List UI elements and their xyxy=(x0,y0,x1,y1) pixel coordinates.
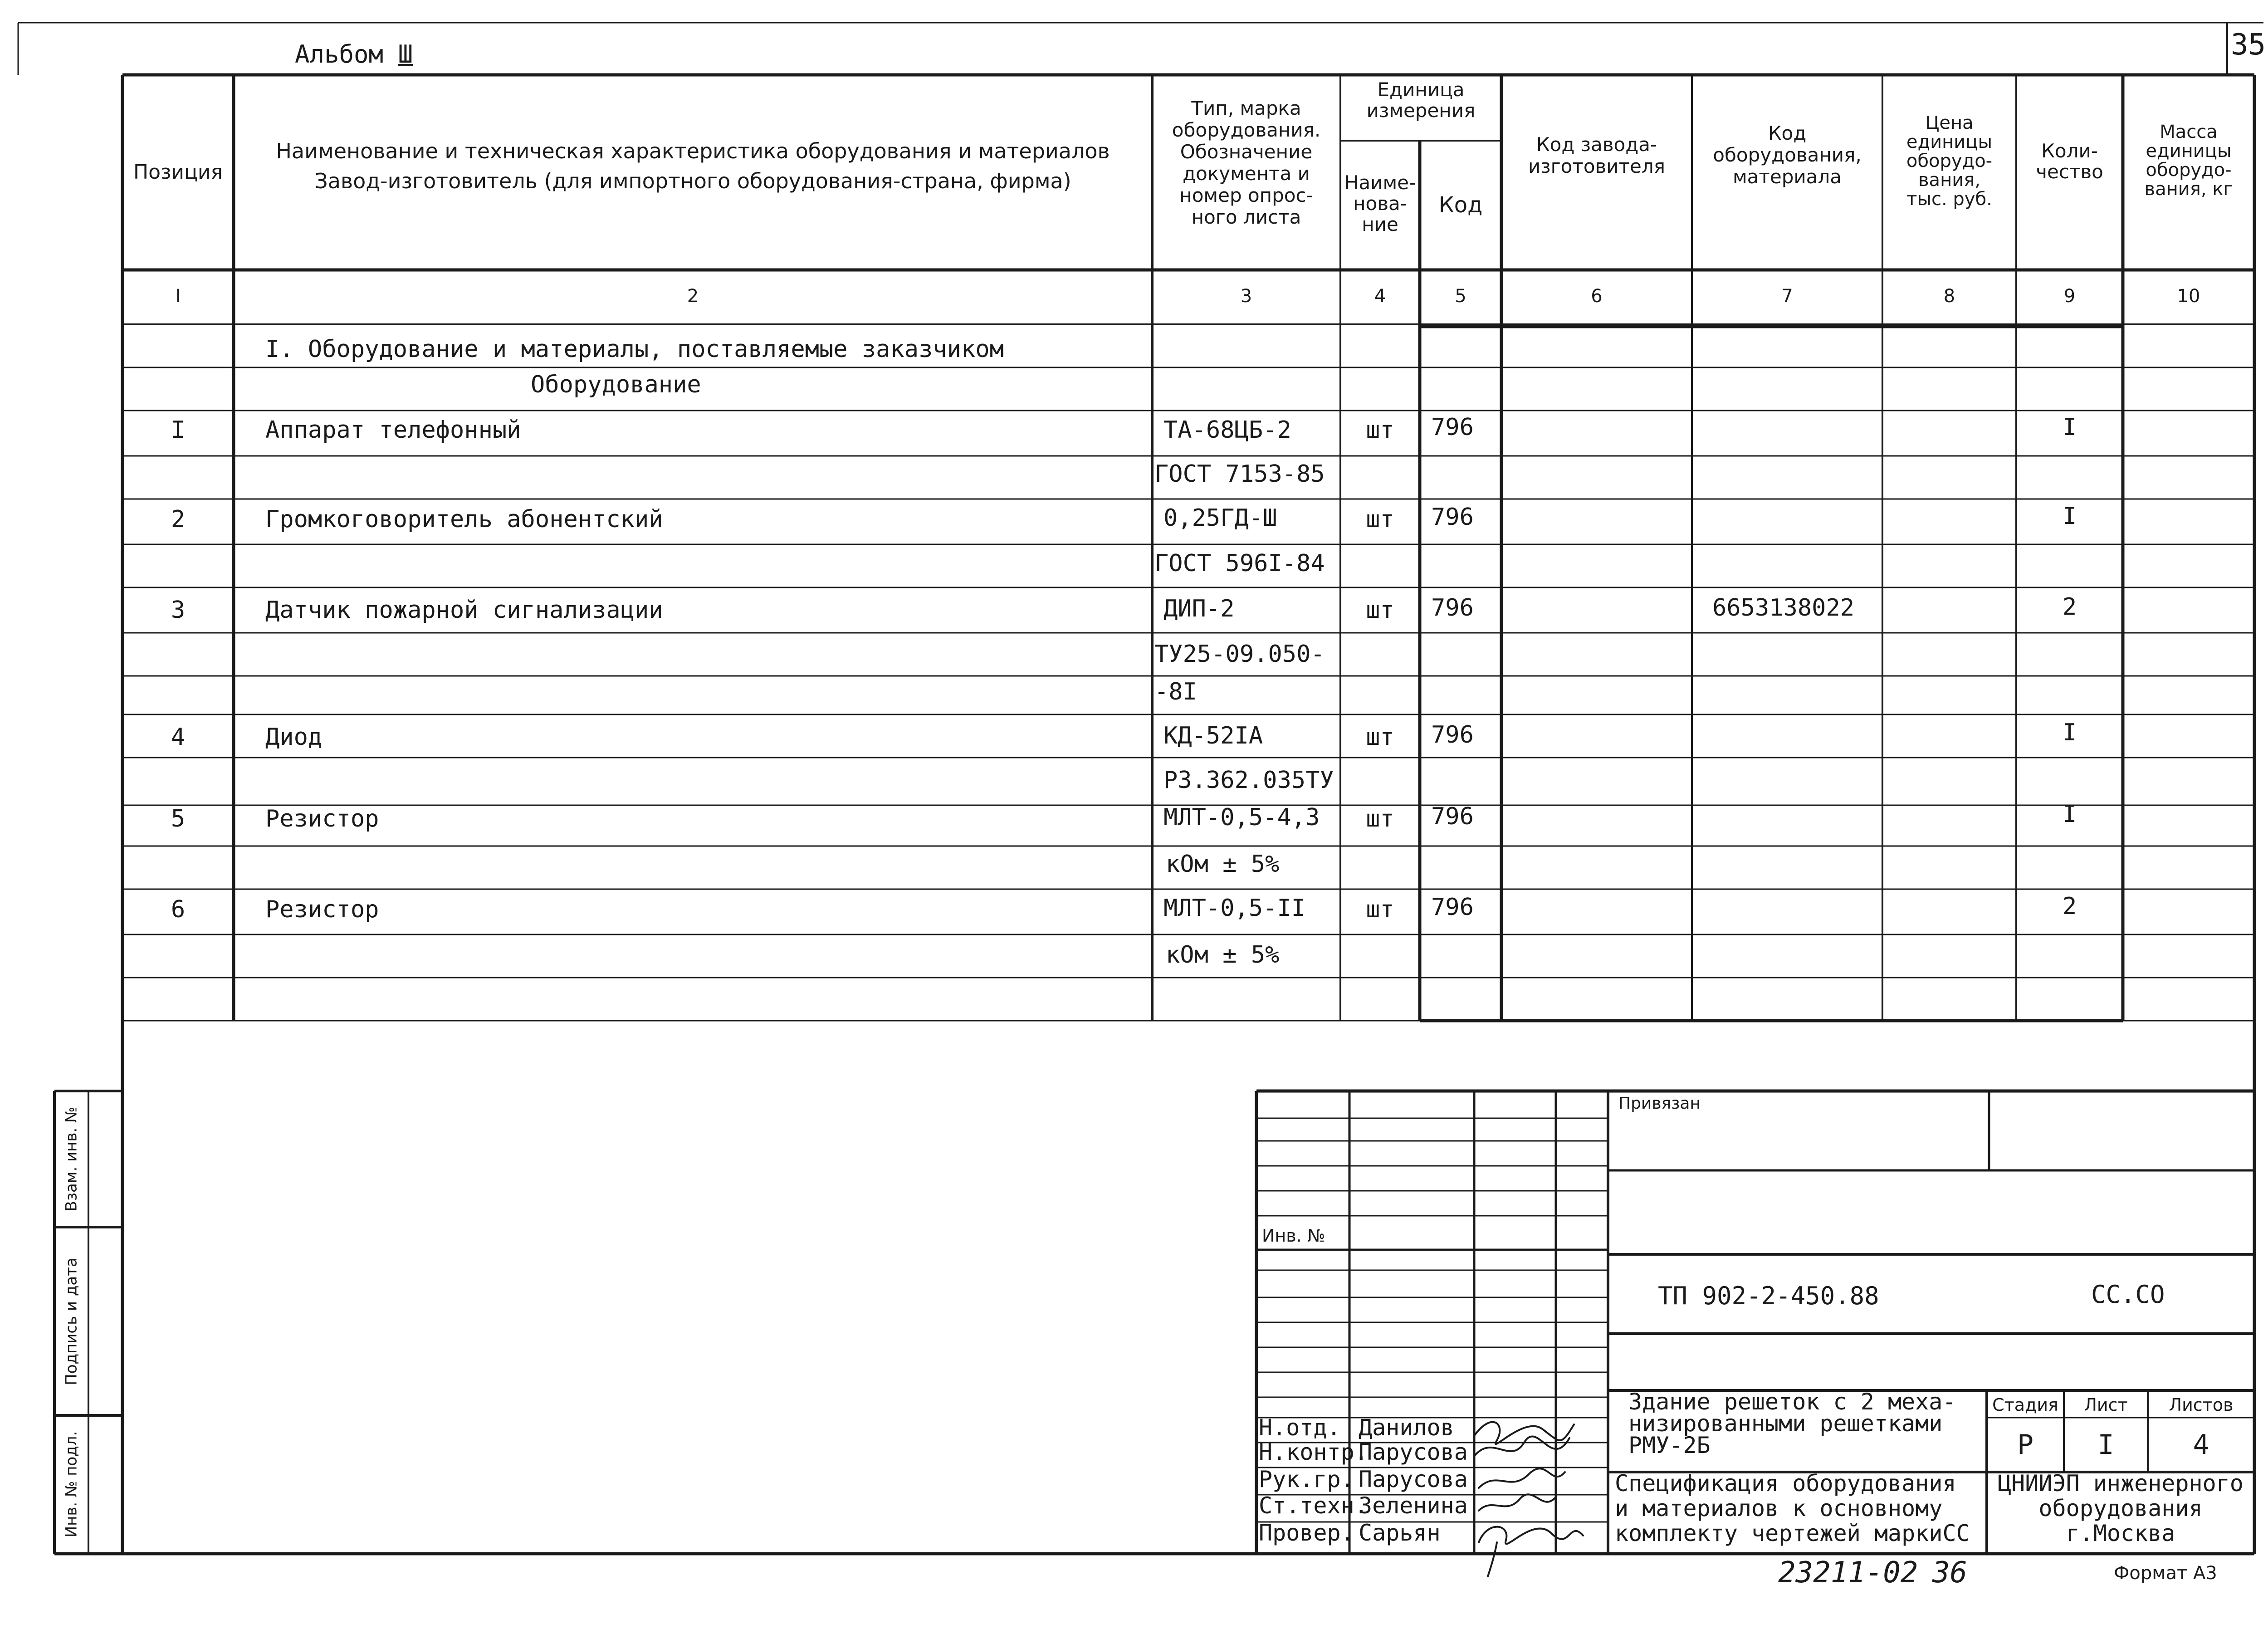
album-label-text: Альбом xyxy=(295,40,384,68)
cell-quantity: I xyxy=(2062,414,2077,441)
header-mass xyxy=(2123,122,2254,199)
header-unit-name-line: нова- xyxy=(1353,192,1407,215)
cell-type: ДИП-2 xyxy=(1163,595,1235,622)
signer-role: Рук.гр. xyxy=(1259,1466,1354,1492)
signer-name: Парусова xyxy=(1359,1466,1468,1492)
cell-type: кОм ± 5% xyxy=(1166,941,1280,969)
cell-quantity: I xyxy=(2062,503,2077,530)
header-quantity-line: чество xyxy=(2036,161,2103,183)
cell-position: 3 xyxy=(171,597,186,624)
column-number: 2 xyxy=(687,286,699,307)
cell-code: 796 xyxy=(1431,721,1474,749)
header-name xyxy=(234,136,1152,196)
header-unit-line: Единица xyxy=(1377,78,1465,101)
cell-quantity: I xyxy=(2062,719,2077,746)
cell-type: Р3.362.035ТУ xyxy=(1163,767,1334,794)
building-title-line: РМУ-2Б xyxy=(1628,1432,1711,1458)
header-price xyxy=(1882,113,2016,209)
header-mass-line: вания, кг xyxy=(2144,179,2233,200)
cell-code: 796 xyxy=(1431,894,1474,921)
header-position: Позиция xyxy=(133,160,223,184)
signer-name: Данилов xyxy=(1359,1414,1454,1441)
cell-unit: шт xyxy=(1366,506,1394,533)
cell-type: 0,25ГД-Ш xyxy=(1163,504,1277,532)
header-unit-line: измерения xyxy=(1366,99,1476,122)
signer-name: Парусова xyxy=(1359,1439,1468,1465)
cell-name: Аппарат телефонный xyxy=(265,416,521,444)
header-name-line-1: Наименование и техническая характеристика оборудования и материалов xyxy=(276,139,1110,163)
cell-position: 5 xyxy=(171,805,186,832)
header-price-line: оборудо- xyxy=(1906,151,1993,171)
cell-quantity: 2 xyxy=(2062,593,2077,621)
column-number: 3 xyxy=(1240,286,1252,307)
sheets-value: 4 xyxy=(2193,1429,2209,1461)
header-unit-name-line: Наиме- xyxy=(1344,171,1416,194)
signer-name: Зеленина xyxy=(1359,1492,1468,1519)
header-price-line: единицы xyxy=(1906,132,1993,152)
column-number: 8 xyxy=(1943,286,1955,307)
cell-position: I xyxy=(171,416,186,444)
header-type-line: ного листа xyxy=(1191,206,1301,228)
header-equipment-line: Код xyxy=(1768,122,1807,144)
cell-unit: шт xyxy=(1366,597,1394,624)
header-name-line-2: Завод-изготовитель (для импортного оборудования-страна, фирма) xyxy=(314,169,1071,193)
header-price-line: Цена xyxy=(1925,113,1974,133)
cell-unit: шт xyxy=(1366,724,1394,751)
cell-code: 796 xyxy=(1431,504,1474,531)
header-price-line: вания, xyxy=(1918,170,1980,191)
cell-type: ГОСТ 7153-85 xyxy=(1154,460,1325,488)
cell-position: 2 xyxy=(171,506,186,533)
header-factory-line: Код завода- xyxy=(1536,133,1657,156)
sheets-label: Листов xyxy=(2169,1395,2234,1415)
spec-title-line: Спецификация оборудования xyxy=(1615,1470,1956,1497)
header-quantity xyxy=(2016,141,2123,182)
signer-role: Н.отд. xyxy=(1259,1414,1341,1441)
signer-role: Н.контр. xyxy=(1259,1439,1368,1465)
signer-role: Ст.техн. xyxy=(1259,1492,1368,1519)
building-title-line: низированными решетками xyxy=(1628,1410,1943,1437)
header-mass-line: Масса xyxy=(2160,122,2218,142)
header-mass-line: единицы xyxy=(2146,141,2232,161)
cell-type: ТА-68ЦБ-2 xyxy=(1163,416,1291,444)
cell-code: 796 xyxy=(1431,803,1474,830)
header-unit-code: Код xyxy=(1438,192,1483,218)
column-number: I xyxy=(175,286,181,307)
cell-quantity: I xyxy=(2062,801,2077,828)
side-stamp-inv-podl: Инв. № подл. xyxy=(62,1431,81,1538)
header-equipment-code xyxy=(1692,122,1882,188)
stage-value: Р xyxy=(2017,1429,2034,1461)
privyazan-label: Привязан xyxy=(1618,1094,1701,1113)
cell-type: МЛТ-0,5-4,3 xyxy=(1163,804,1320,831)
header-equipment-line: материала xyxy=(1732,166,1842,188)
cell-quantity: 2 xyxy=(2062,893,2077,920)
column-number: 10 xyxy=(2177,286,2200,307)
column-number: 6 xyxy=(1591,286,1603,307)
header-type-line: Обозначение xyxy=(1180,141,1313,163)
header-factory-code xyxy=(1501,134,1692,177)
document-mark: СС.СО xyxy=(2091,1280,2165,1309)
spec-title-line: комплекту чертежей маркиСС xyxy=(1615,1520,1970,1546)
cell-equipment-code: 6653138022 xyxy=(1712,594,1855,621)
header-type xyxy=(1152,98,1340,228)
cell-position: 6 xyxy=(171,896,186,923)
cell-name: Резистор xyxy=(265,805,379,832)
header-quantity-line: Коли- xyxy=(2041,140,2098,162)
column-number: 7 xyxy=(1781,286,1793,307)
header-unit xyxy=(1340,79,1501,121)
spec-title-line: и материалов к основному xyxy=(1615,1495,1943,1521)
cell-type: КД-52IА xyxy=(1163,722,1263,749)
handwritten-page: 36 xyxy=(1932,1556,1968,1590)
column-number: 9 xyxy=(2063,286,2076,307)
header-factory-line: изготовителя xyxy=(1528,155,1666,177)
cell-unit: шт xyxy=(1366,805,1394,832)
cell-type: МЛТ-0,5-II xyxy=(1163,895,1306,922)
column-number: 5 xyxy=(1455,286,1466,307)
header-mass-line: оборудо- xyxy=(2146,160,2232,181)
header-type-line: документа и xyxy=(1183,162,1310,185)
building-title-line: Здание решеток с 2 меха- xyxy=(1628,1389,1956,1415)
document-code: ТП 902-2-450.88 xyxy=(1658,1282,1879,1310)
organization xyxy=(1987,1471,2254,1546)
organization-line: оборудования xyxy=(2038,1495,2203,1521)
cell-name: Датчик пожарной сигнализации xyxy=(265,597,663,624)
cell-name: Громкоговоритель абонентский xyxy=(265,506,663,533)
inv-no-label: Инв. № xyxy=(1262,1226,1325,1246)
organization-line: г.Москва xyxy=(2066,1520,2175,1546)
header-type-line: Тип, марка xyxy=(1191,97,1301,119)
subsection-title: Оборудование xyxy=(531,371,701,398)
header-type-line: оборудования. xyxy=(1172,119,1321,141)
building-title xyxy=(1628,1391,1956,1456)
handwritten-code: 23211-02 xyxy=(1778,1556,1918,1590)
header-unit-name-line: ние xyxy=(1362,213,1398,235)
side-stamp-podpis: Подпись и дата xyxy=(62,1257,81,1385)
header-price-line: тыс. руб. xyxy=(1906,189,1992,210)
cell-code: 796 xyxy=(1431,414,1474,441)
format-label: Формат А3 xyxy=(2114,1563,2217,1584)
column-number: 4 xyxy=(1374,286,1386,307)
album-label xyxy=(295,40,413,68)
cell-position: 4 xyxy=(171,724,186,751)
cell-type: ГОСТ 596I-84 xyxy=(1154,550,1325,577)
organization-line: ЦНИИЭП инженерного xyxy=(1998,1470,2244,1497)
cell-name: Диод xyxy=(265,724,323,751)
sheet-value: I xyxy=(2097,1429,2114,1461)
page-number: 35 xyxy=(2231,28,2266,62)
stage-label: Стадия xyxy=(1992,1395,2058,1415)
signer-name: Сарьян xyxy=(1359,1520,1441,1546)
cell-unit: шт xyxy=(1366,896,1394,923)
cell-name: Резистор xyxy=(265,896,379,923)
cell-code: 796 xyxy=(1431,594,1474,621)
sheet-label: Лист xyxy=(2084,1395,2128,1415)
header-type-line: номер опрос- xyxy=(1179,184,1313,206)
cell-unit: шт xyxy=(1366,416,1394,444)
signer-role: Провер. xyxy=(1259,1520,1354,1546)
spec-title xyxy=(1615,1471,1970,1546)
side-stamp-vzam: Взам. инв. № xyxy=(62,1106,81,1212)
header-equipment-line: оборудования, xyxy=(1713,144,1862,166)
header-unit-name xyxy=(1340,172,1420,235)
cell-type: кОм ± 5% xyxy=(1166,851,1280,878)
cell-type: ТУ25-09.050- xyxy=(1154,641,1325,668)
album-number: Ш xyxy=(398,40,413,68)
cell-type: -8I xyxy=(1154,678,1197,705)
section-title: I. Оборудование и материалы, поставляемые заказчиком xyxy=(265,336,1004,363)
